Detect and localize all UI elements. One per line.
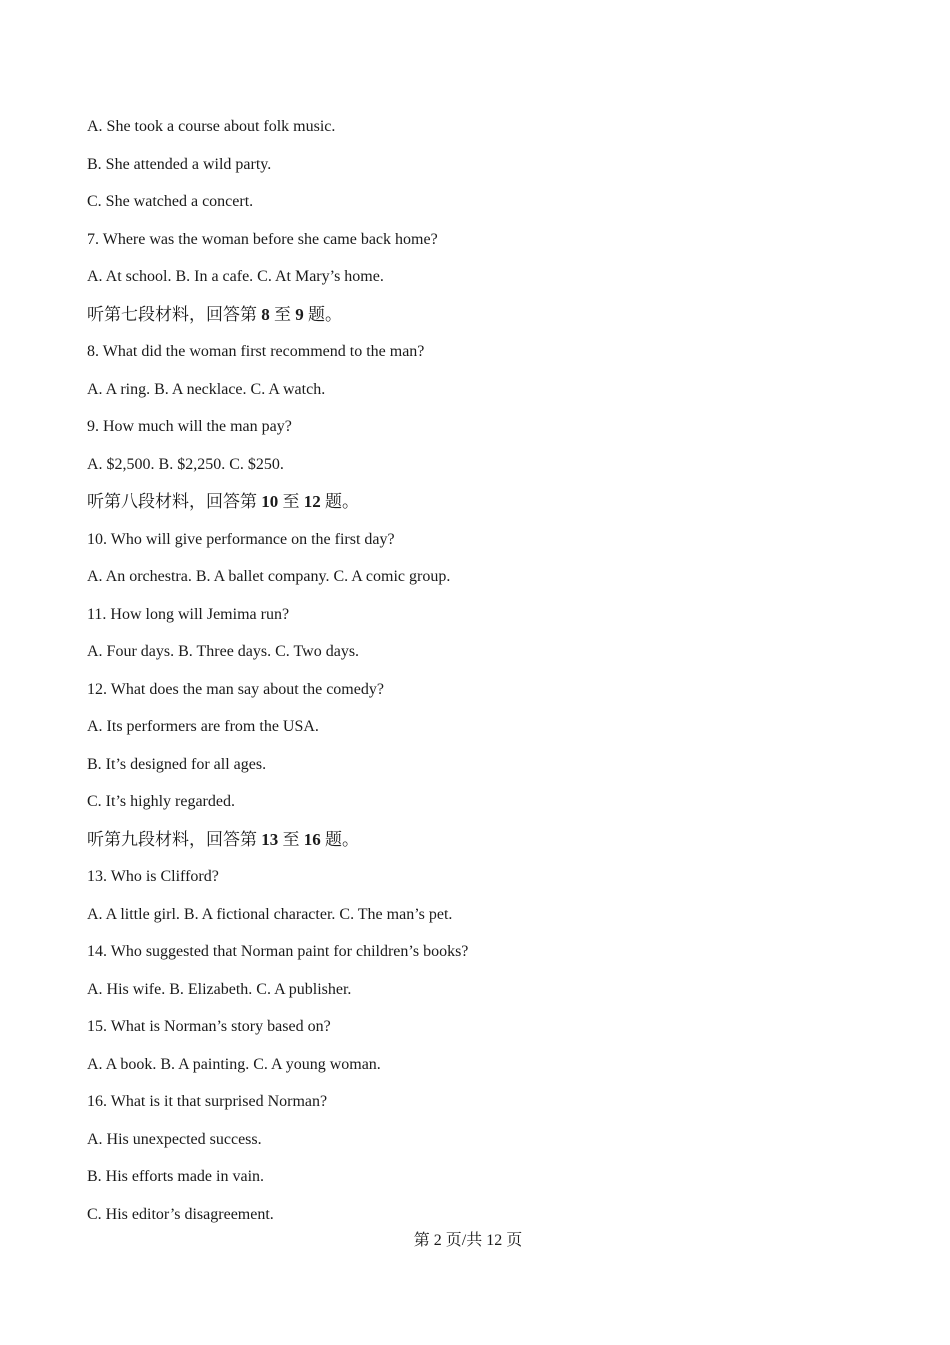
section-heading — [87, 827, 867, 865]
answer-option: B. His efforts made in vain. — [87, 1168, 265, 1185]
question-text: 10. Who will give performance on the first day? — [87, 530, 395, 548]
answer-option: A. $2,500. B. $2,250. C. $250. — [87, 455, 284, 473]
section-heading-connector: 至 — [269, 304, 296, 324]
section-heading — [87, 489, 867, 527]
answer-option: A. Four days. B. Three days. C. Two days. — [87, 643, 360, 660]
answer-option: C. She watched a concert. — [87, 193, 254, 210]
answer-option: A. A book. B. A painting. C. A young woman. — [87, 1055, 381, 1073]
section-heading-suffix: 题。 — [320, 492, 359, 511]
question-text: 8. What did the woman first recommend to the man? — [87, 343, 425, 360]
answer-option: C. It’s highly regarded. — [87, 793, 235, 810]
question-text: 13. Who is Clifford? — [87, 868, 219, 885]
section-heading-prefix: 听第九段材料，回答第 — [87, 829, 262, 849]
section-heading-to-number: 12 — [303, 492, 321, 511]
section-heading-from-number: 8 — [261, 304, 270, 324]
answer-option: C. His editor’s disagreement. — [87, 1205, 274, 1223]
section-heading-suffix: 题。 — [320, 829, 359, 849]
section-heading-to-number: 9 — [295, 304, 304, 324]
answer-option: A. She took a course about folk music. — [87, 118, 336, 135]
section-heading-from-number: 10 — [261, 492, 279, 511]
section-heading-suffix: 题。 — [303, 304, 342, 324]
question-list — [87, 114, 867, 1239]
question-text: 11. How long will Jemima run? — [87, 605, 290, 623]
page-footer: 第 2 页/共 12 页 — [413, 1232, 523, 1249]
answer-option: A. His unexpected success. — [87, 1130, 262, 1148]
section-heading-to-number: 16 — [303, 829, 321, 849]
question-text: 7. Where was the woman before she came back home? — [87, 230, 438, 248]
answer-option: B. She attended a wild party. — [87, 155, 272, 173]
section-heading — [87, 302, 867, 340]
question-text: 15. What is Norman’s story based on? — [87, 1018, 331, 1035]
answer-option: A. A ring. B. A necklace. C. A watch. — [87, 380, 326, 398]
answer-option: A. His wife. B. Elizabeth. C. A publisher. — [87, 980, 352, 998]
section-heading-prefix: 听第八段材料，回答第 — [87, 492, 262, 511]
question-text: 9. How much will the man pay? — [87, 418, 292, 435]
answer-option: A. At school. B. In a cafe. C. At Mary’s home. — [87, 268, 384, 285]
answer-option: A. A little girl. B. A fictional character. C. The man’s pet. — [87, 905, 453, 923]
question-text: 12. What does the man say about the comedy? — [87, 680, 384, 698]
answer-option: A. An orchestra. B. A ballet company. C. A comic group. — [87, 568, 451, 585]
answer-option: A. Its performers are from the USA. — [87, 718, 319, 735]
section-heading-connector: 至 — [278, 492, 304, 511]
question-text: 14. Who suggested that Norman paint for children’s books? — [87, 943, 469, 960]
answer-option: B. It’s designed for all ages. — [87, 755, 267, 773]
section-heading-connector: 至 — [278, 829, 304, 849]
section-heading-prefix: 听第七段材料，回答第 — [87, 304, 262, 324]
section-heading-from-number: 13 — [261, 829, 279, 849]
question-text: 16. What is it that surprised Norman? — [87, 1093, 328, 1110]
